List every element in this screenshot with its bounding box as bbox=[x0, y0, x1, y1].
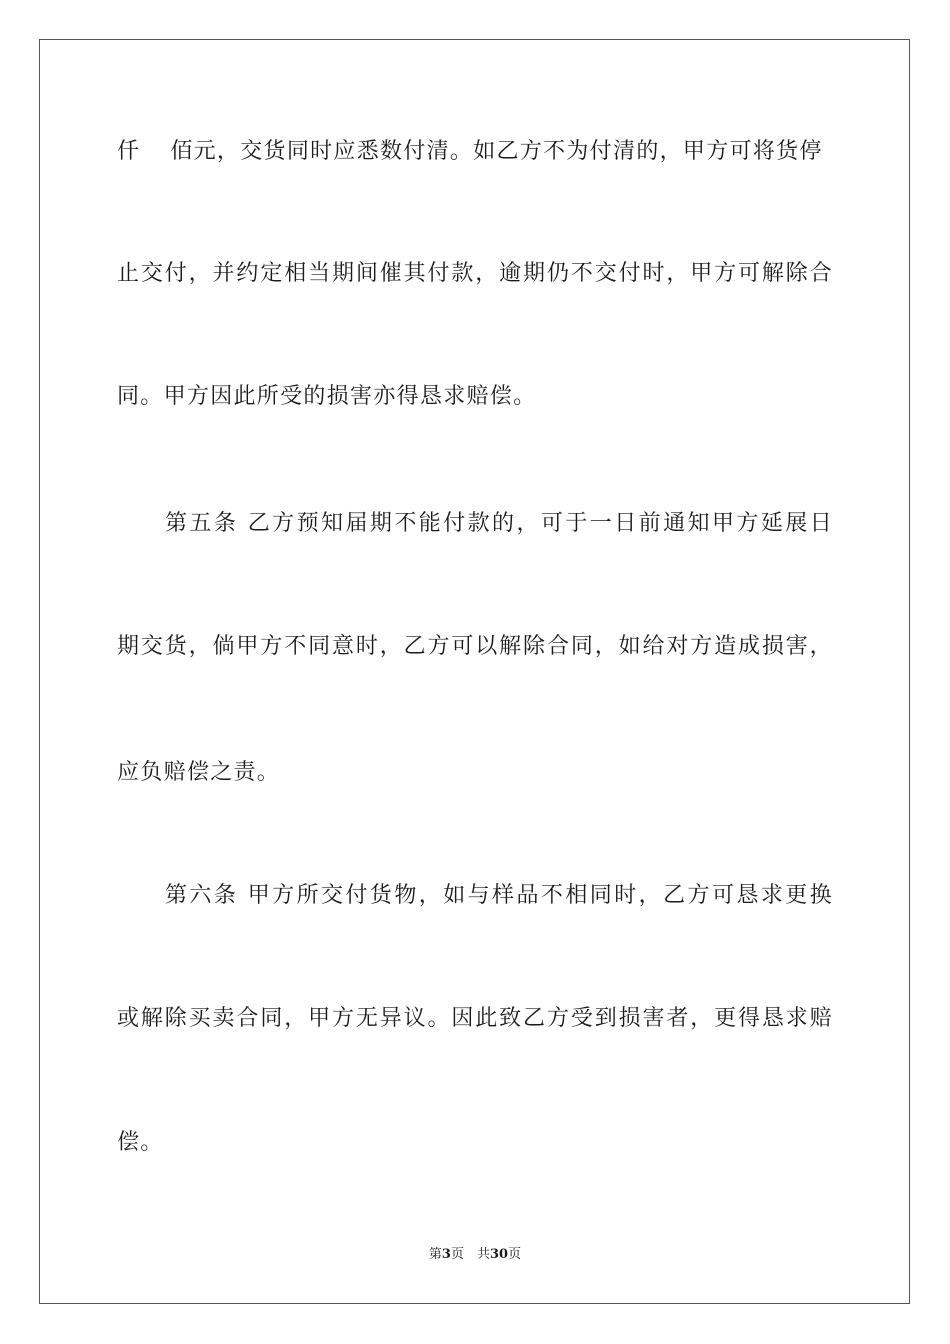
text-line-9: 偿。 bbox=[117, 1130, 164, 1155]
text-line-5: 期交货，倘甲方不同意时，乙方可以解除合同，如给对方造成损害， bbox=[117, 634, 833, 659]
total-pages-number: 30 bbox=[489, 1247, 509, 1262]
text-line-1 bbox=[117, 137, 833, 167]
text-line-8: 或解除买卖合同，甲方无异议。因此致乙方受到损害者，更得恳求赔 bbox=[117, 1006, 833, 1031]
text-line-4: 第五条 乙方预知届期不能付款的，可于一日前通知甲方延展日 bbox=[165, 511, 833, 536]
current-page-number: 3 bbox=[441, 1247, 451, 1262]
page-footer bbox=[0, 1246, 950, 1264]
text-line-3: 同。甲方因此所受的损害亦得恳求赔偿。 bbox=[117, 384, 537, 409]
footer-prefix: 第 bbox=[428, 1247, 442, 1262]
text-fragment: 仟 bbox=[117, 139, 141, 164]
text-fragment: 佰元，交货同时应悉数付清。如乙方不为付清的，甲方可将货停 bbox=[170, 139, 823, 164]
text-line-6: 应负赔偿之责。 bbox=[117, 760, 281, 785]
text-line-7: 第六条 甲方所交付货物，如与样品不相同时，乙方可恳求更换 bbox=[165, 883, 833, 908]
text-line-2: 止交付，并约定相当期间催其付款，逾期仍不交付时，甲方可解除合 bbox=[117, 261, 833, 286]
footer-middle: 页 共 bbox=[450, 1247, 490, 1262]
footer-suffix: 页 bbox=[508, 1247, 522, 1262]
page-border bbox=[39, 39, 910, 1304]
